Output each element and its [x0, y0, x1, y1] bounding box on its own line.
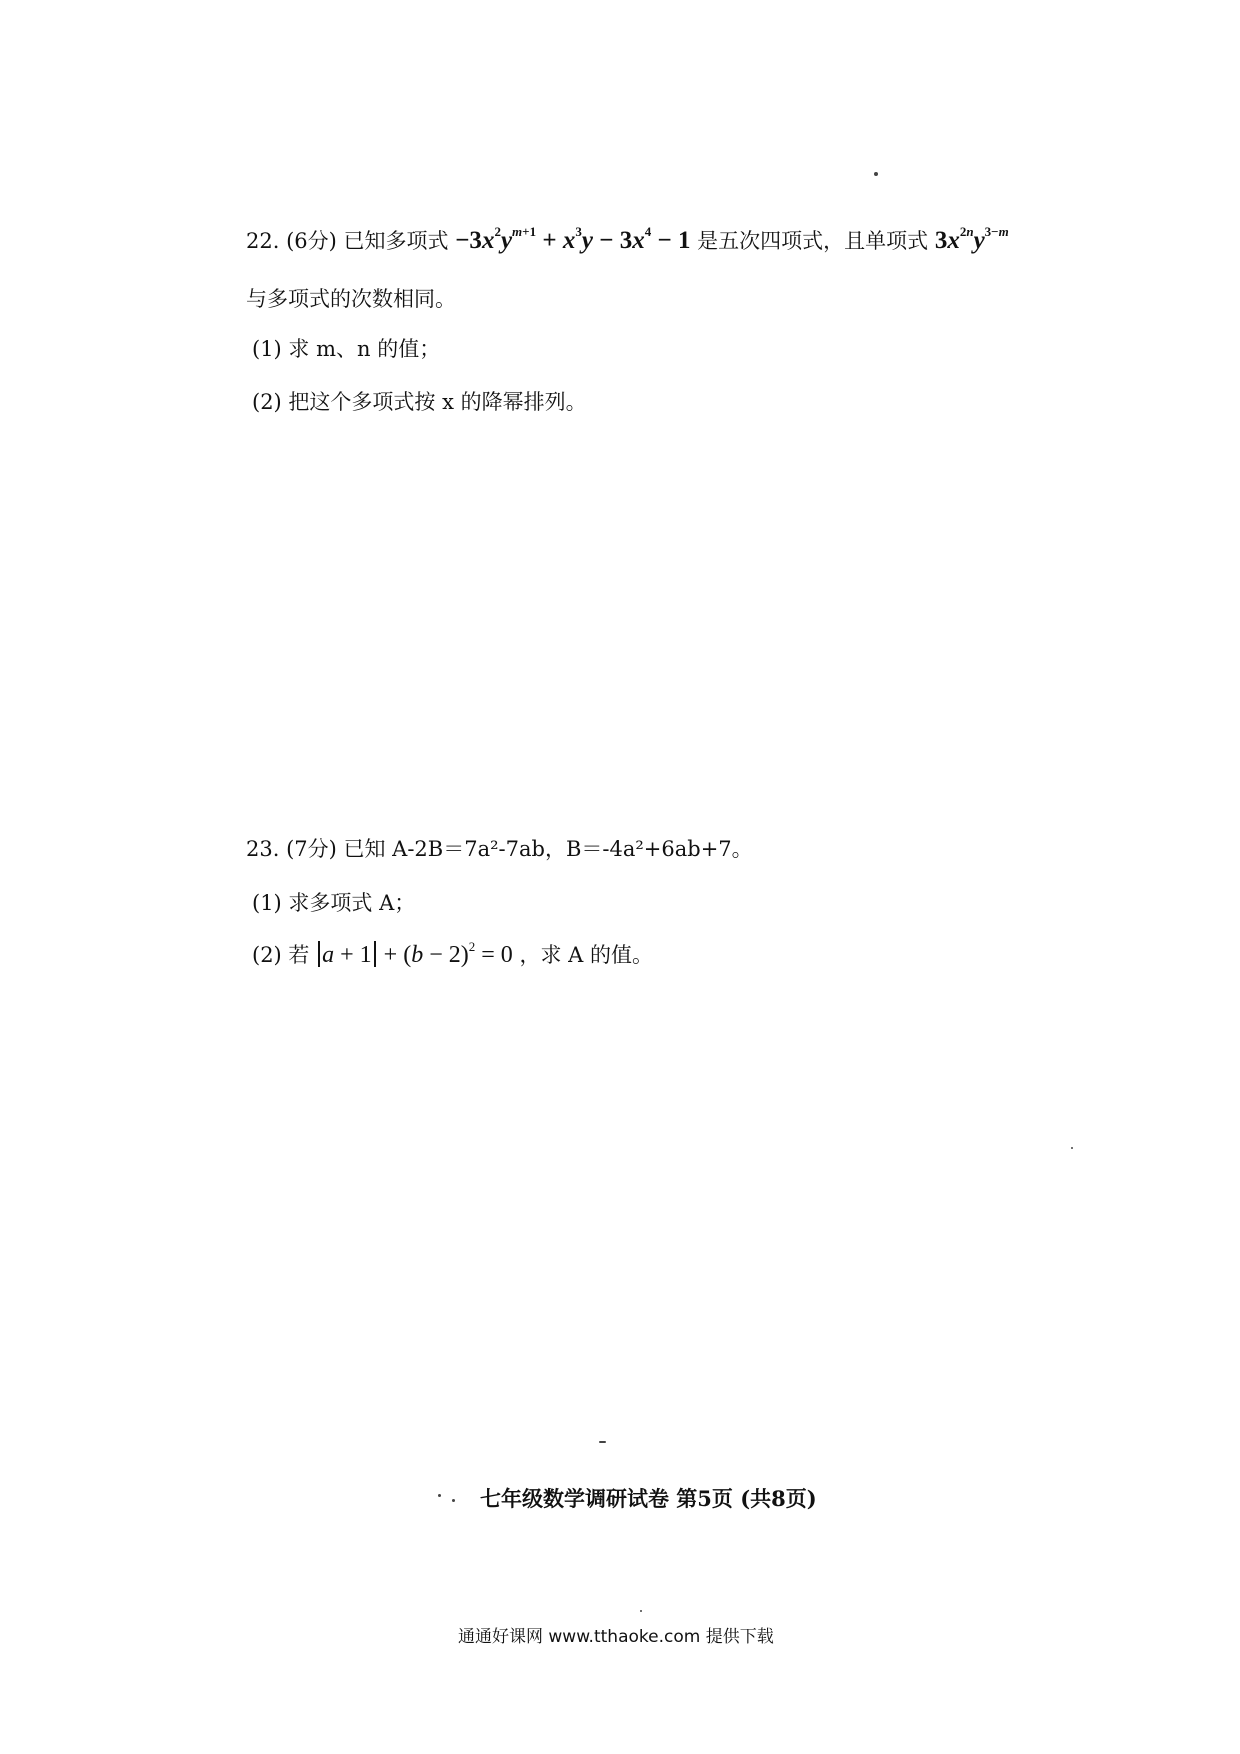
scan-speck: [452, 1499, 455, 1502]
page-footer: 七年级数学调研试卷 第5页 (共8页): [480, 1486, 817, 1511]
scan-speck: [599, 1441, 606, 1443]
q23-part1: (1) 求多项式 A；: [252, 891, 416, 915]
q22-line1: [246, 226, 1009, 256]
q22-monomial: $3x^{2n}y^{3-m}$: [934, 224, 1009, 254]
source-watermark-line: 通通好课网 www.tthaoke.com 提供下载: [458, 1627, 774, 1647]
q22-part2: (2) 把这个多项式按 x 的降幂排列。: [252, 390, 587, 414]
q23-part2: [252, 940, 653, 970]
q22-number-and-intro: 22. (6分) 已知多项式: [246, 229, 449, 253]
q23-part2-prefix: (2) 若: [252, 943, 310, 967]
q22-line2: 与多项式的次数相同。: [246, 287, 456, 311]
scan-speck: [874, 172, 878, 176]
q23-condition-equation: $a + 1 + (b - 2)^2 = 0$: [316, 942, 513, 968]
q22-part1: (1) 求 m、n 的值；: [252, 337, 441, 361]
q23-part2-suffix: ，求 A 的值。: [519, 943, 653, 967]
q22-polynomial: $-3x^2y^{m+1} + x^3y - 3x^4 - 1$: [455, 224, 691, 254]
q22-condition-text: 是五次四项式，且单项式: [697, 229, 929, 253]
scan-speck: [1071, 1147, 1073, 1149]
scan-speck: [640, 1610, 642, 1612]
q23-line1: 23. (7分) 已知 A-2B＝7a²-7ab，B＝-4a²+6ab+7。: [246, 837, 753, 861]
scan-speck: [438, 1494, 441, 1497]
